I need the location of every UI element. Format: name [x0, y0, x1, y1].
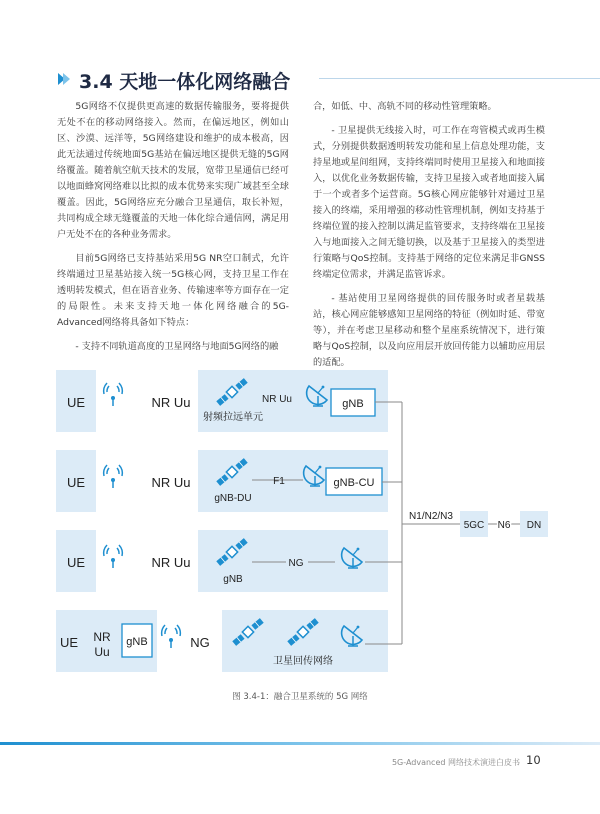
nr-label: NR — [93, 630, 111, 644]
section-heading: 天地一体化网络融合 — [119, 71, 291, 93]
paragraph: 目前5G网络已支持基站采用5G NR空口制式，允许终端通过卫星基站接入统一5G核心网，支持卫星工作在透明转发模式，但在语音业务、传输速率等方面存在一定的局限性。未来支持天地一体化网络融合的5G-Advanced网络将具备如下特点： — [57, 253, 289, 328]
gnb-du-label: gNB-DU — [214, 493, 252, 504]
gnb-cu-label: gNB-CU — [333, 477, 375, 489]
core-5gc-label: 5GC — [463, 520, 485, 531]
ue-label: UE — [66, 475, 86, 490]
core-connectors — [365, 402, 460, 644]
footer-doc-title: 5G-Advanced 网络技术演进白皮书 — [391, 758, 520, 767]
row-ng — [56, 530, 388, 592]
section-number: 3.4 — [79, 71, 113, 93]
ue-label: UE — [59, 635, 79, 650]
bullet-paragraph: - 卫星提供无线接入时，可工作在弯管模式或再生模式，分别提供数据透明转发功能和星上信息处理功能，支持星地或星间组网，支持终端同时使用卫星接入和地面接入，以优化业务数据传输，支持卫星接入或者地面接入属于一个或者多个运营商。5G核心网应能够针对通过卫星接入的终端，采用增强的移动性管理机制，例如支持基于终端位置的接入控制以满足监管要求，支持终端在卫星接入与地面接入之间无缝切换，以及基于卫星接入的类型进行策略与QoS控制。支持基于网络的定位来满足非GNSS终端定位需求，并满足监管诉求。 — [313, 125, 545, 280]
left-column — [57, 99, 289, 363]
rru-label: 射频拉远单元 — [203, 412, 263, 423]
row-cu-du — [56, 450, 388, 512]
gnb-ground-label: gNB — [126, 636, 148, 648]
footer-rule — [0, 742, 600, 745]
ng-label: NG — [288, 558, 304, 569]
antenna-icon — [104, 465, 123, 488]
row-backhaul — [56, 610, 388, 672]
gnb-label: gNB — [342, 398, 364, 410]
paragraph: 5G网络不仅提供更高速的数据传输服务，要将提供无处不在的移动网络接入。然而，在偏远地区，例如山区、沙漠、远洋等，5G网络建设和维护的成本极高，因此无法通过传统地面5G基站在偏远地区提供无缝的5G网络覆盖。随着航空航天技术的发展，宽带卫星通信已经可以地面蜂窝网络难以比拟的成本优势来实现广域甚至全球覆盖。因此，5G网络应充分融合卫星通信，取长补短，共同构成全球无缝覆盖的天地一体化综合通信网，满足用户无处不在的各种业务需求。 — [57, 101, 289, 240]
ue-label: UE — [66, 395, 86, 410]
nr-uu-label: NR Uu — [151, 555, 191, 570]
row-rru — [56, 370, 388, 432]
gnb-sat-label: gNB — [223, 574, 243, 585]
dn-label: DN — [526, 520, 542, 531]
backhaul-label: 卫星回传网络 — [273, 656, 333, 667]
ng-label-2: NG — [190, 635, 210, 650]
paragraph-continued: 合，如低、中、高轨不同的移动性管理策略。 — [313, 101, 497, 112]
bullet-paragraph: - 基站使用卫星网络提供的回传服务时或者星载基站，核心网应能够感知卫星网络的特征（例如时延、带宽等），并在考虑卫星移动和整个星座系统情况下，进行策略与QoS控制，以及向应用层开放回传能力以辅助应用层的适配。 — [313, 293, 545, 368]
nr-uu-label: NR Uu — [151, 475, 191, 490]
bullet-paragraph: - 支持不同轨道高度的卫星网络与地面5G网络的融 — [75, 341, 279, 352]
title-rule — [319, 78, 600, 79]
nr-uu-label-2: NR Uu — [261, 394, 293, 405]
n1n2n3-label: N1/N2/N3 — [409, 511, 453, 522]
uu-label: Uu — [94, 645, 110, 659]
ue-label: UE — [66, 555, 86, 570]
nr-uu-label: NR Uu — [151, 395, 191, 410]
antenna-icon — [104, 545, 123, 568]
right-column — [313, 99, 545, 379]
n6-label: N6 — [497, 520, 511, 531]
core-network — [460, 511, 548, 537]
section-title — [79, 67, 290, 94]
antenna-icon — [104, 383, 123, 406]
section-title-row — [57, 67, 547, 91]
network-diagram — [50, 362, 555, 687]
page-number: 10 — [526, 753, 541, 767]
title-chevron-icon — [57, 72, 71, 86]
f1-label: F1 — [273, 476, 285, 487]
figure-caption: 图 3.4-1：融合卫星系统的 5G 网络 — [232, 692, 368, 702]
antenna-icon — [162, 625, 181, 648]
